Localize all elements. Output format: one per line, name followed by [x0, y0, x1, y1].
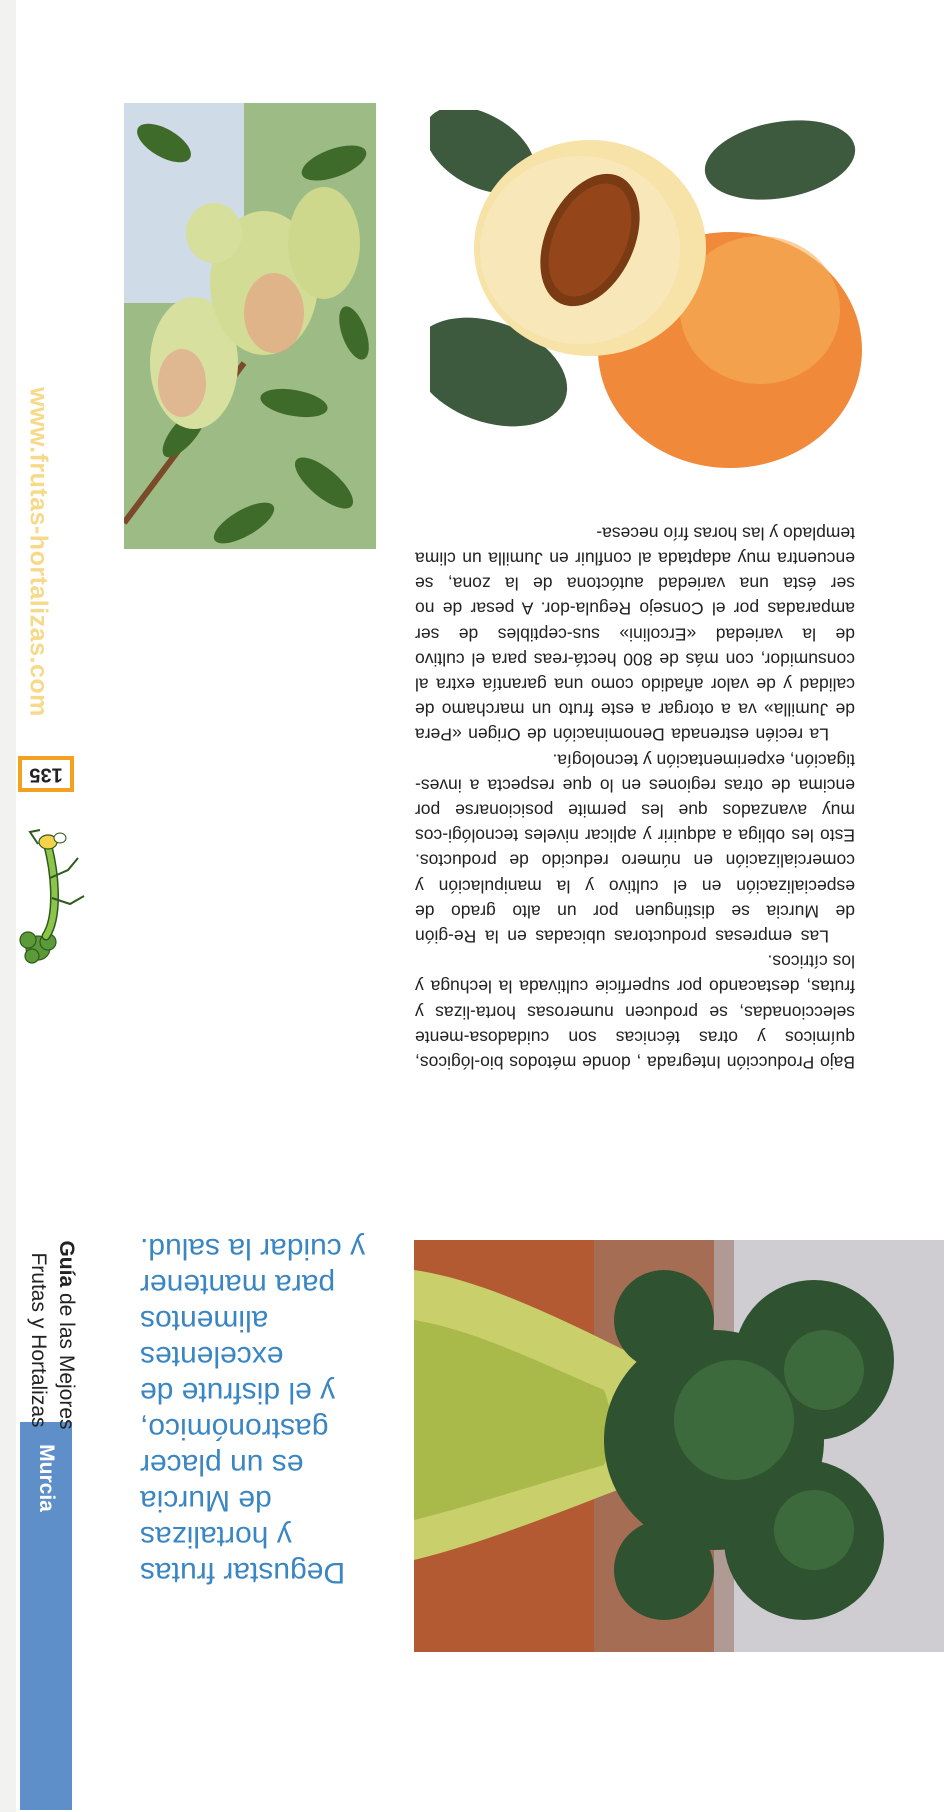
headline-line: para mantener — [140, 1268, 336, 1301]
region-label: Murcia — [35, 1444, 58, 1512]
headline-line: de Murcia — [140, 1484, 272, 1517]
headline-line: excelentes — [140, 1340, 284, 1373]
guide-title-line2: Frutas y Hortalizas — [27, 1252, 50, 1428]
website-url: www.frutas-hortalizas.com — [24, 387, 53, 717]
pear-tree-illustration — [124, 103, 376, 549]
headline-line: es un placer — [140, 1448, 304, 1481]
apricot-photo — [430, 110, 870, 482]
guide-title-rest: de las Mejores — [55, 1287, 78, 1430]
headline-line: y cuidar la salud. — [140, 1232, 366, 1265]
body-text — [415, 520, 855, 1074]
guide-title-line1 — [54, 1240, 78, 1429]
body-paragraph-2: Las empresas productoras ubicadas en la Re-gión de Murcia se distinguen por un alto grado de especialización en el cultivo y la manipulación y comercialización en número reducido de productos. Esto les obliga a adquirir y aplicar niveles tecnológi-cos muy avanzados que les permite posicionarse por encima de otras regiones en lo que respecta a inves-tigación, experimentación y tecnología. — [415, 750, 855, 947]
headline-line: gastronómico, — [140, 1412, 329, 1445]
apricot-illustration — [430, 110, 870, 482]
pear-tree-photo — [124, 103, 376, 549]
headline-line: y hortalizas — [140, 1520, 292, 1553]
headline — [140, 1232, 375, 1590]
headline-line: alimentos — [140, 1304, 269, 1337]
headline-text — [140, 1230, 375, 1590]
broccoli-illustration — [414, 1240, 944, 1652]
page-number: 135 — [29, 763, 63, 786]
body-paragraph-1: Bajo Producción Integrada , donde métodos bio-lógicos, químicos y otras técnicas son cuidadosa-mente seleccionadas, se producen numerosas horta-lizas y frutas, destacando por superficie cultivada la lechuga y los cítricos. — [415, 951, 855, 1073]
headline-line: y el disfrute de — [140, 1376, 336, 1409]
vegetable-mascot-icon — [8, 808, 94, 968]
headline-line: Degustar frutas — [140, 1556, 346, 1589]
body-paragraph-3: La recién estrenada Denominación de Origen «Pera de Jumilla» va a otorgar a este fruto un marchamo de calidad y de valor añadido como una garantía extra al consumidor, con más de 800 hectá-reas para el cultivo de la variedad «Ercolini» sus-ceptibles de ser amparadas por el Consejo Regula-dor. A pesar de no ser ésta una variedad autóctona de la zona, se encuentra muy adaptada al confluir en Jumilla un clima templado y las horas frío necesa- — [415, 523, 855, 745]
broccoli-photo — [414, 1240, 944, 1652]
guide-title-bold: Guía — [55, 1240, 78, 1288]
